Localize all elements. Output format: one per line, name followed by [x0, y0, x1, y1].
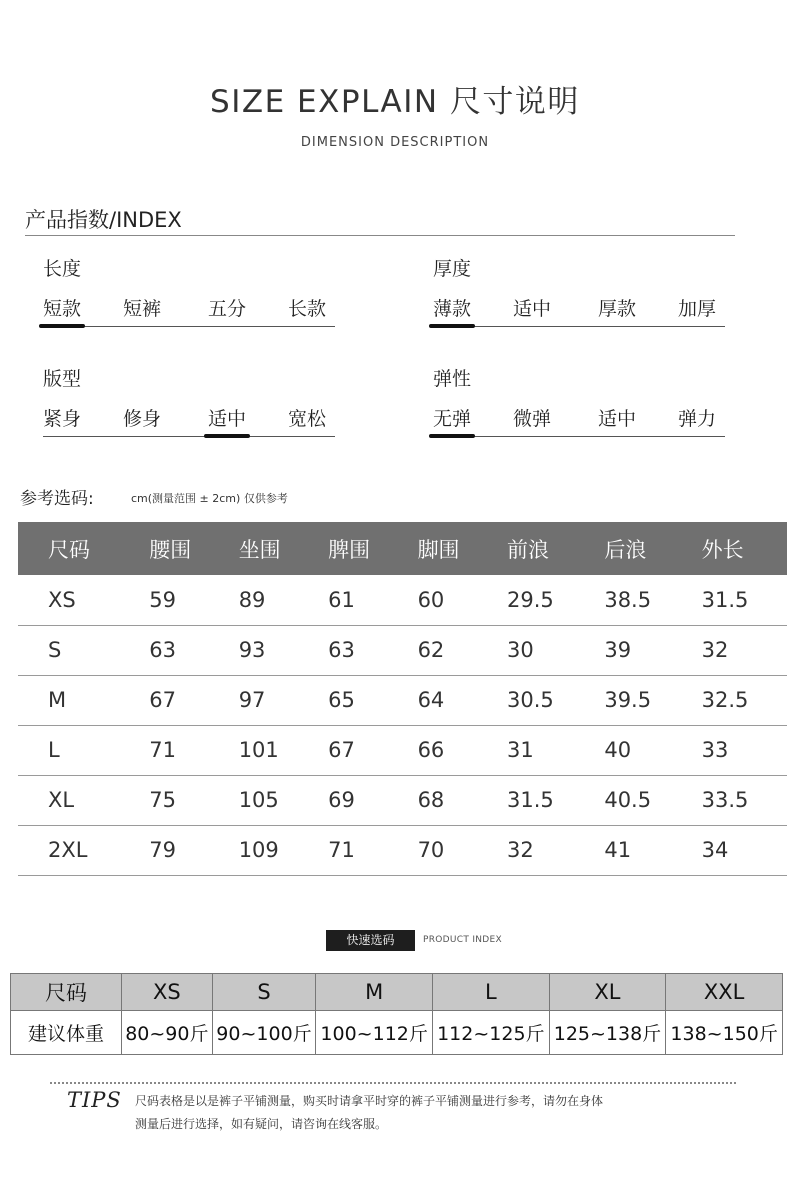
tips-text: 尺码表格是以是裤子平铺测量，购买时请拿平时穿的裤子平铺测量进行参考，请勿在身体 — [135, 1094, 604, 1108]
table-cell: 67 — [316, 725, 405, 775]
header-cell: XXL — [666, 974, 783, 1011]
table-cell: 67 — [137, 675, 226, 725]
index-heading: 产品指数/INDEX — [25, 208, 182, 232]
option-label: 紧身 — [43, 408, 82, 430]
table-cell: 100~112斤 — [316, 1011, 433, 1055]
table-row — [18, 725, 787, 775]
header-cell: XL — [549, 974, 666, 1011]
quick-select-badge: 快速选码 — [326, 930, 415, 951]
tips-label: TIPS — [67, 1088, 122, 1112]
table-cell: M — [18, 675, 137, 725]
size-table — [18, 522, 787, 876]
table-cell: L — [18, 725, 137, 775]
table-cell: 39.5 — [592, 675, 689, 725]
header-cell: L — [432, 974, 549, 1011]
table-row — [18, 775, 787, 825]
reference-label: 参考选码: — [20, 489, 94, 509]
page-title: SIZE EXPLAIN 尺寸说明 — [210, 84, 580, 120]
selected-marker — [39, 324, 85, 328]
option-label: 适中 — [513, 298, 552, 320]
header-cell: 脚围 — [406, 522, 495, 575]
table-cell: 建议体重 — [11, 1011, 122, 1055]
reference-note: cm(测量范围 ± 2cm) 仅供参考 — [131, 492, 288, 505]
table-cell: 63 — [316, 625, 405, 675]
index-group-thickness — [433, 254, 733, 334]
header-cell: 后浪 — [592, 522, 689, 575]
table-cell: 64 — [406, 675, 495, 725]
selected-marker — [429, 324, 475, 328]
option-label: 厚款 — [598, 298, 637, 320]
table-cell: 89 — [227, 575, 316, 625]
table-cell: 40.5 — [592, 775, 689, 825]
index-group-elasticity — [433, 364, 733, 444]
table-cell: 41 — [592, 825, 689, 875]
tips-divider — [50, 1082, 736, 1084]
option-label: 弹力 — [678, 408, 717, 430]
table-cell: 38.5 — [592, 575, 689, 625]
table-cell: 93 — [227, 625, 316, 675]
table-cell: 34 — [690, 825, 787, 875]
header-cell: M — [316, 974, 433, 1011]
table-row — [18, 675, 787, 725]
option-label: 适中 — [208, 408, 247, 430]
table-cell: 59 — [137, 575, 226, 625]
index-group-length — [43, 254, 343, 334]
header-cell: 脾围 — [316, 522, 405, 575]
table-row — [18, 575, 787, 625]
table-cell: 63 — [137, 625, 226, 675]
table-cell: 31.5 — [690, 575, 787, 625]
option-label: 修身 — [123, 408, 162, 430]
header-cell: 尺码 — [18, 522, 137, 575]
weight-table-header — [11, 974, 783, 1011]
option-label: 无弹 — [433, 408, 472, 430]
option-label: 宽松 — [288, 408, 327, 430]
table-cell: 79 — [137, 825, 226, 875]
table-cell: 31.5 — [495, 775, 592, 825]
option-scale-line — [43, 436, 335, 437]
header-cell: XS — [122, 974, 213, 1011]
size-table-header — [18, 522, 787, 575]
option-label: 五分 — [208, 298, 247, 320]
table-cell: 112~125斤 — [432, 1011, 549, 1055]
table-cell: 32 — [690, 625, 787, 675]
group-title: 长度 — [43, 258, 82, 280]
header-cell: 前浪 — [495, 522, 592, 575]
option-label: 加厚 — [678, 298, 717, 320]
table-cell: XS — [18, 575, 137, 625]
option-scale-line — [43, 326, 335, 327]
table-cell: 31 — [495, 725, 592, 775]
option-scale-line — [433, 436, 725, 437]
table-cell: 30 — [495, 625, 592, 675]
option-label: 短裤 — [123, 298, 162, 320]
table-cell: XL — [18, 775, 137, 825]
weight-table — [10, 973, 783, 1055]
table-cell: 75 — [137, 775, 226, 825]
selected-marker — [429, 434, 475, 438]
table-cell: 2XL — [18, 825, 137, 875]
table-cell: 60 — [406, 575, 495, 625]
table-cell: 61 — [316, 575, 405, 625]
table-cell: 90~100斤 — [212, 1011, 316, 1055]
table-cell: 68 — [406, 775, 495, 825]
header-cell: 尺码 — [11, 974, 122, 1011]
header-cell: 外长 — [690, 522, 787, 575]
table-cell: 62 — [406, 625, 495, 675]
option-label: 微弹 — [513, 408, 552, 430]
table-cell: 65 — [316, 675, 405, 725]
table-row — [11, 1011, 783, 1055]
table-cell: 30.5 — [495, 675, 592, 725]
quick-select-subtitle: PRODUCT INDEX — [423, 935, 502, 945]
table-cell: 105 — [227, 775, 316, 825]
header-cell: S — [212, 974, 316, 1011]
table-cell: 39 — [592, 625, 689, 675]
header-cell: 腰围 — [137, 522, 226, 575]
table-cell: 29.5 — [495, 575, 592, 625]
table-cell: S — [18, 625, 137, 675]
table-cell: 33 — [690, 725, 787, 775]
selected-marker — [204, 434, 250, 438]
option-label: 薄款 — [433, 298, 472, 320]
table-cell: 32 — [495, 825, 592, 875]
table-cell: 125~138斤 — [549, 1011, 666, 1055]
option-label: 短款 — [43, 298, 82, 320]
index-divider — [25, 235, 735, 236]
table-cell: 109 — [227, 825, 316, 875]
table-cell: 70 — [406, 825, 495, 875]
option-label: 长款 — [288, 298, 327, 320]
group-title: 版型 — [43, 368, 82, 390]
table-cell: 101 — [227, 725, 316, 775]
table-cell: 69 — [316, 775, 405, 825]
table-cell: 32.5 — [690, 675, 787, 725]
header-cell: 坐围 — [227, 522, 316, 575]
tips-text: 测量后进行选择，如有疑问，请咨询在线客服。 — [135, 1117, 388, 1131]
table-cell: 71 — [316, 825, 405, 875]
table-cell: 33.5 — [690, 775, 787, 825]
table-cell: 66 — [406, 725, 495, 775]
group-title: 弹性 — [433, 368, 472, 390]
table-row — [18, 625, 787, 675]
option-label: 适中 — [598, 408, 637, 430]
group-title: 厚度 — [433, 258, 472, 280]
table-cell: 71 — [137, 725, 226, 775]
table-cell: 40 — [592, 725, 689, 775]
table-cell: 80~90斤 — [122, 1011, 213, 1055]
table-cell: 97 — [227, 675, 316, 725]
table-cell: 138~150斤 — [666, 1011, 783, 1055]
table-row — [18, 825, 787, 875]
index-group-fit — [43, 364, 343, 444]
option-scale-line — [433, 326, 725, 327]
page-subtitle: DIMENSION DESCRIPTION — [300, 135, 490, 150]
